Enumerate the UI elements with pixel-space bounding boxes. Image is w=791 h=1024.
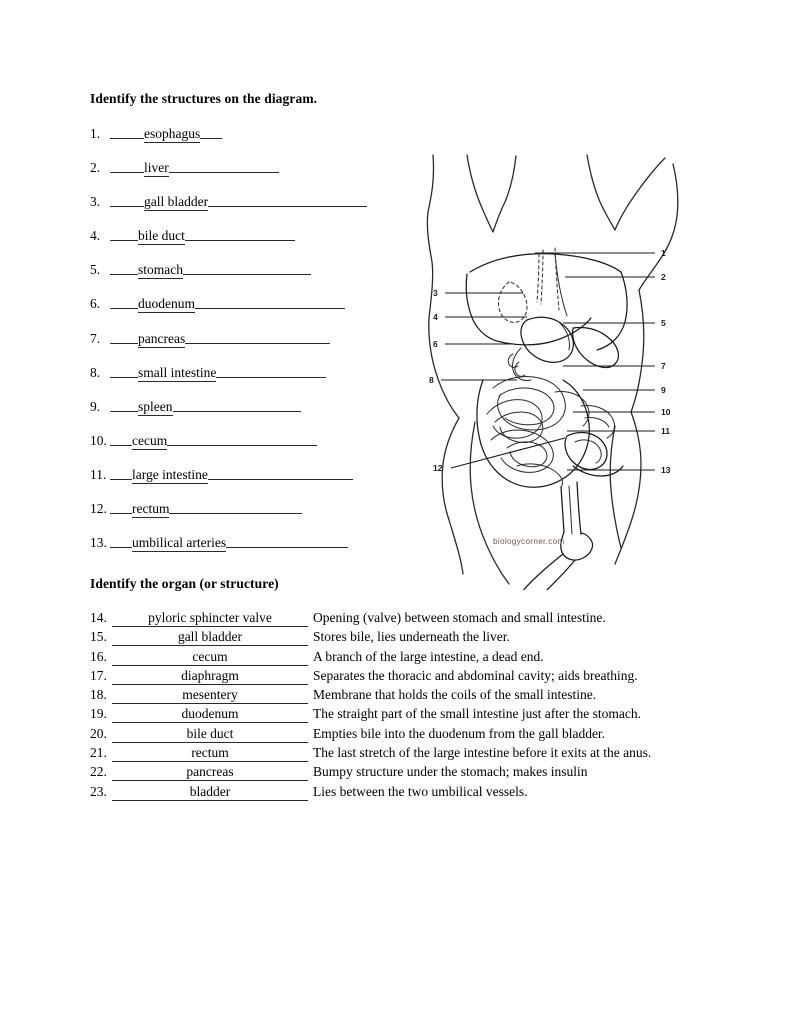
organ-item xyxy=(90,763,710,782)
answer-blank-trail[interactable] xyxy=(200,125,222,139)
answer-blank-lead[interactable] xyxy=(110,125,144,139)
answer-blank-trail[interactable] xyxy=(167,432,317,446)
answer-blank-trail[interactable] xyxy=(185,227,295,241)
organ-item xyxy=(90,628,710,647)
answer-text[interactable]: spleen xyxy=(138,398,173,414)
organ-description: The straight part of the small intestine just after the stomach. xyxy=(313,706,642,722)
organ-item xyxy=(90,648,710,667)
answer-blank-trail[interactable] xyxy=(173,398,301,412)
organ-answer-list xyxy=(90,609,710,802)
answer-text[interactable]: bile duct xyxy=(138,228,185,244)
organ-description: Separates the thoracic and abdominal cavity; aids breathing. xyxy=(313,667,638,683)
item-number: 17. xyxy=(90,667,107,683)
organ-description: Bumpy structure under the stomach; makes insulin xyxy=(313,764,588,780)
label-7: 7 xyxy=(661,361,666,371)
answer-text[interactable]: large intestine xyxy=(132,466,208,482)
answer-blank-trail[interactable] xyxy=(216,364,326,378)
organ-description: Opening (valve) between stomach and small intestine. xyxy=(313,610,606,625)
answer-blank-lead[interactable] xyxy=(110,364,138,378)
answer-blank-lead[interactable] xyxy=(110,295,138,309)
answer-text[interactable]: esophagus xyxy=(144,126,201,141)
answer-blank-trail[interactable] xyxy=(183,261,311,275)
answer-blank-trail[interactable] xyxy=(208,193,367,207)
item-number: 4. xyxy=(90,228,101,244)
answer-blank-lead[interactable] xyxy=(110,398,138,412)
structure-item xyxy=(90,125,420,159)
answer-text[interactable]: rectum xyxy=(112,744,308,762)
answer-blank-lead[interactable] xyxy=(110,534,132,548)
answer-text[interactable]: small intestine xyxy=(138,364,217,380)
page-title-structures: Identify the structures on the diagram. xyxy=(90,91,318,106)
label-3: 3 xyxy=(433,288,438,298)
answer-blank-lead[interactable] xyxy=(110,193,144,207)
watermark-text: biologycorner.com xyxy=(493,537,565,546)
answer-blank-lead[interactable] xyxy=(110,159,144,173)
answer-text[interactable]: cecum xyxy=(132,432,168,448)
structure-item xyxy=(90,432,420,466)
answer-blank-trail[interactable] xyxy=(195,295,345,309)
answer-text[interactable]: mesentery xyxy=(112,686,308,704)
item-number: 2. xyxy=(90,160,101,176)
answer-text[interactable]: duodenum xyxy=(138,296,195,312)
answer-text[interactable]: umbilical arteries xyxy=(132,535,227,551)
answer-text[interactable]: liver xyxy=(144,160,169,176)
answer-text[interactable]: gall bladder xyxy=(112,628,308,646)
label-4: 4 xyxy=(433,312,438,322)
fetal-pig-anatomy-diagram xyxy=(415,150,700,590)
organ-description: Empties bile into the duodenum from the gall bladder. xyxy=(313,725,606,741)
item-number: 11. xyxy=(90,466,107,482)
label-6: 6 xyxy=(433,339,438,349)
item-number: 10. xyxy=(90,432,107,448)
item-number: 8. xyxy=(90,364,101,380)
answer-blank-lead[interactable] xyxy=(110,227,138,241)
organ-item xyxy=(90,744,710,763)
answer-text[interactable]: stomach xyxy=(138,262,183,278)
structure-item xyxy=(90,295,420,329)
organ-item xyxy=(90,667,710,686)
item-number: 21. xyxy=(90,745,107,761)
structure-item xyxy=(90,500,420,534)
item-number: 5. xyxy=(90,262,101,278)
item-number: 7. xyxy=(90,330,101,346)
organ-item xyxy=(90,705,710,724)
answer-text[interactable]: pyloric sphincter valve xyxy=(112,609,308,627)
organ-description: Lies between the two umbilical vessels. xyxy=(313,783,528,799)
item-number: 1. xyxy=(90,126,101,141)
answer-blank-trail[interactable] xyxy=(185,330,330,344)
answer-text[interactable]: cecum xyxy=(112,648,308,666)
organ-description: Membrane that holds the coils of the small intestine. xyxy=(313,687,597,703)
item-number: 22. xyxy=(90,764,107,780)
item-number: 19. xyxy=(90,706,107,722)
label-1: 1 xyxy=(661,248,666,258)
answer-text[interactable]: gall bladder xyxy=(144,194,209,210)
item-number: 6. xyxy=(90,296,101,312)
answer-text[interactable]: diaphragm xyxy=(112,667,308,685)
structure-item xyxy=(90,193,420,227)
item-number: 14. xyxy=(90,610,107,625)
item-number: 20. xyxy=(90,725,107,741)
label-5: 5 xyxy=(661,318,666,328)
organ-description: The last stretch of the large intestine before it exits at the anus. xyxy=(313,745,652,761)
item-number: 9. xyxy=(90,398,101,414)
answer-blank-lead[interactable] xyxy=(110,261,138,275)
answer-text[interactable]: bile duct xyxy=(112,725,308,743)
structure-item xyxy=(90,466,420,500)
label-8: 8 xyxy=(429,375,434,385)
answer-blank-lead[interactable] xyxy=(110,500,132,514)
structure-item xyxy=(90,398,420,432)
label-11: 11 xyxy=(661,426,670,436)
item-number: 15. xyxy=(90,629,107,645)
item-number: 16. xyxy=(90,648,107,664)
organ-item xyxy=(90,725,710,744)
label-10: 10 xyxy=(661,407,671,417)
organ-description: Stores bile, lies underneath the liver. xyxy=(313,629,510,645)
answer-text[interactable]: pancreas xyxy=(138,330,186,346)
answer-blank-trail[interactable] xyxy=(226,534,348,548)
label-9: 9 xyxy=(661,385,666,395)
structure-item xyxy=(90,364,420,398)
answer-blank-trail[interactable] xyxy=(169,159,279,173)
item-number: 13. xyxy=(90,535,107,551)
structure-item xyxy=(90,159,420,193)
answer-blank-lead[interactable] xyxy=(110,466,132,480)
label-13: 13 xyxy=(661,465,671,475)
structure-item xyxy=(90,534,420,568)
answer-text[interactable]: duodenum xyxy=(112,705,308,723)
answer-text[interactable]: pancreas xyxy=(112,763,308,781)
organ-item xyxy=(90,609,710,628)
answer-blank-trail[interactable] xyxy=(169,500,302,514)
structure-item xyxy=(90,227,420,261)
item-number: 18. xyxy=(90,687,107,703)
item-number: 3. xyxy=(90,194,101,210)
structures-answer-list xyxy=(90,125,420,568)
item-number: 12. xyxy=(90,501,107,517)
structure-item xyxy=(90,330,420,364)
organ-item xyxy=(90,686,710,705)
structure-item xyxy=(90,261,420,295)
label-12: 12 xyxy=(433,463,443,473)
leader-12 xyxy=(451,438,565,468)
organ-item xyxy=(90,783,710,802)
answer-text[interactable]: bladder xyxy=(112,783,308,801)
answer-blank-lead[interactable] xyxy=(110,432,132,446)
label-2: 2 xyxy=(661,272,666,282)
answer-text[interactable]: rectum xyxy=(132,501,170,517)
organ-description: A branch of the large intestine, a dead end. xyxy=(313,648,544,664)
item-number: 23. xyxy=(90,783,107,799)
page-title-organ: Identify the organ (or structure) xyxy=(90,576,279,591)
answer-blank-lead[interactable] xyxy=(110,330,138,344)
answer-blank-trail[interactable] xyxy=(208,466,353,480)
